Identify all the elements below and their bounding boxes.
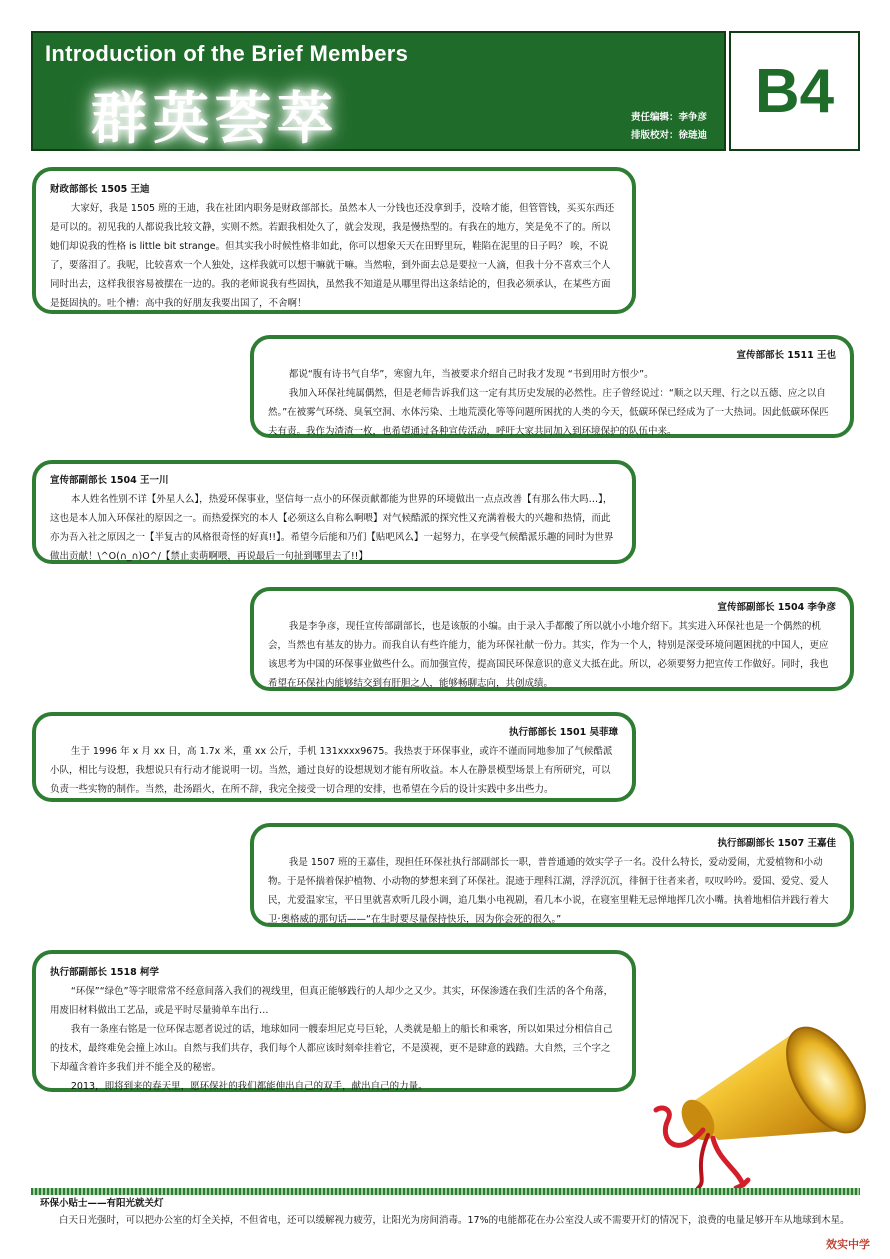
member-card xyxy=(32,460,636,564)
member-text: 本人姓名性别不详【外星人么】，热爱环保事业，坚信每一点小的环保贡献都能为世界的环境做出一点点改善【有那么伟大吗…】，这也是本人加入环保社的原因之一。而热爱探究的本人【必须这么自称么啊喂】对气候酷派的探究性又充满着极大的兴趣和热情，而此亦为吾入社之原因之一【半复古的风格很奇怪的好真!!】。希望今后能和乃们【贴吧风么】一起努力，在享受气候酷派乐趣的同时为世界做出贡献！\^O(∩_∩)O^/【禁止卖萌啊喂，再说最后一句扯到哪里去了!!】 xyxy=(50,494,614,562)
header-banner xyxy=(31,31,726,151)
section-logo: 群英荟萃 xyxy=(91,87,339,152)
member-title: 宣传部副部长 1504 李争彦 xyxy=(717,602,836,613)
credits xyxy=(631,109,707,145)
member-title: 宣传部部长 1511 王也 xyxy=(736,350,836,361)
member-title: 执行部副部长 1507 王嘉佳 xyxy=(717,838,836,849)
member-card xyxy=(32,167,636,314)
megaphone-icon xyxy=(648,1010,888,1190)
member-text: 我加入环保社纯属偶然，但是老师告诉我们这一定有其历史发展的必然性。庄子曾经说过：“顺之以天理、行之以五德、应之以自然。”在被雾气环绕、臭氧空洞、水体污染、土地荒漠化等等问题所困扰的人类的今天，低碳环保已经成为了一大热词。因此低碳环保匹夫有责。我作为渣渣一枚，也希望通过各种宣传活动，呼吁大家共同加入到环境保护的队伍中来。 xyxy=(268,388,829,437)
member-text: 2013，即将到来的春天里，愿环保社的我们都能伸出自己的双手，献出自己的力量。 xyxy=(70,1081,428,1092)
member-title: 宣传部副部长 1504 王一川 xyxy=(50,475,169,486)
page-title: Introduction of the Brief Members xyxy=(45,41,409,66)
member-card xyxy=(32,950,636,1092)
member-text: “环保”“绿色”等字眼常常不经意间落入我们的视线里，但真正能够践行的人却少之又少。其实，环保渗透在我们生活的各个角落，用废旧材料做出工艺品，或是平时尽量骑单车出行… xyxy=(50,986,614,1016)
member-text: 我是李争彦，现任宣传部副部长，也是该版的小编。由于录入手都酸了所以就小小地介绍下。其实进入环保社也是一个偶然的机会，当然也有基友的协力。而我自认有些许能力，能为环保社献一份力。其实，作为一个人，特别是深受环境问题困扰的中国人，更应该思考为中国的环保事业做些什么。而加强宣传，提高国民环保意识的意义大抵在此。所以，必须要努力把宣传工作做好。同时，我也希望在环保社内能够结交到有肝胆之人，能够畅聊志向，共创成绩。 xyxy=(268,621,829,689)
footer-divider xyxy=(31,1188,860,1195)
tip-text: 白天日光强时，可以把办公室的灯全关掉，不但省电，还可以缓解视力疲劳，让阳光为房间消毒。17%的电能都花在办公室没人或不需要开灯的情况下，浪费的电量足够开车从地球到木星。 xyxy=(59,1215,850,1226)
member-title: 执行部副部长 1518 柯学 xyxy=(50,967,160,978)
member-title: 执行部部长 1501 吴菲璋 xyxy=(508,727,618,738)
member-card xyxy=(250,587,854,691)
school-watermark: 效实中学 xyxy=(826,1238,870,1251)
issue-badge xyxy=(729,31,860,151)
member-card xyxy=(250,335,854,438)
member-title: 财政部部长 1505 王迪 xyxy=(50,184,150,195)
proofreader-credit: 排版校对：徐琏迪 xyxy=(631,130,708,141)
tip-title: 环保小贴士——有阳光就关灯 xyxy=(40,1198,164,1209)
member-text: 生于 1996 年 x 月 xx 日，高 1.7x 米，重 xx 公斤，手机 131xxxx9675。我热衷于环保事业，或许不谨而同地参加了气候酷派小队，相比与设想，我想说只有行动才能说明一切。当然，通过良好的设想规划才能有所收益。本人在静景模型场景上有所研究，可以负责一些实物的制作。当然，赴汤蹈火，在所不辞，我完全接受一切合理的安排，也希望在今后的设计实践中多出些力。 xyxy=(50,746,613,795)
member-text: 我有一条座右铭是一位环保志愿者说过的话，地球如同一艘泰坦尼克号巨轮，人类就是船上的船长和乘客，所以如果过分相信自己的技术，最终难免会撞上冰山。自然与我们共存，我们每个人都应该时刻牵挂着它，不是漠视，更不是肆意的践踏。大自然，三个字之下却蕴含着许多我们并不能全及的秘密。 xyxy=(50,1024,613,1073)
member-card xyxy=(32,712,636,802)
editor-credit: 责任编辑：李争彦 xyxy=(631,112,708,123)
issue-label: B4 xyxy=(754,56,835,126)
member-text: 大家好，我是 1505 班的王迪，我在社团内职务是财政部部长。虽然本人一分钱也还没拿到手，没啥才能，但管管钱，买买东西还是可以的。初见我的人都说我比较文静，实则不然。若跟我相处久了，就会发现，我是慢热型的。有我在的地方，笑是免不了的。所以她们却说我的性格 is little bit strange。但其实我小时候性格非如此，你可以想象天天在田野里玩，鞋陷在泥里的日子吗？ 唉，不说了，要落泪了。我呢，比较喜欢一个人独处，这样我就可以想干嘛就干嘛。当然啦，到外面去总是要拉一人滴，但我十分不喜欢三个人同时出去，这样我很容易被摆在一边的。我的老师说我有些固执，虽然我不知道是从哪里得出这条结论的，但我必须承认，在某些方面是挺固执的。吐个槽：高中我的好朋友我要出国了，不舍啊！ xyxy=(50,203,615,309)
member-card xyxy=(250,823,854,927)
member-text: 我是 1507 班的王嘉佳，现担任环保社执行部副部长一职，普普通通的效实学子一名。没什么特长，爱动爱闹，尤爱植物和小动物。于是怀揣着保护植物、小动物的梦想来到了环保社。混迹于理科江湖，浮浮沉沉，徘徊于往者来者，叹叹吟吟。爱国、爱党、爱人民，尤爱温家宝，平日里就喜欢听几段小调，追几集小电视剧，看几本小说，在寝室里鞋无忌惮地挥几次小嘴。执着地相信并践行着大卫·奥格威的那句话——“在生时要尽量保持快乐，因为你会死的很久。” xyxy=(268,857,829,925)
member-text: 都说“腹有诗书气自华”，寒窗九年，当被要求介绍自己时我才发现 “书到用时方恨少”。 xyxy=(288,369,654,380)
